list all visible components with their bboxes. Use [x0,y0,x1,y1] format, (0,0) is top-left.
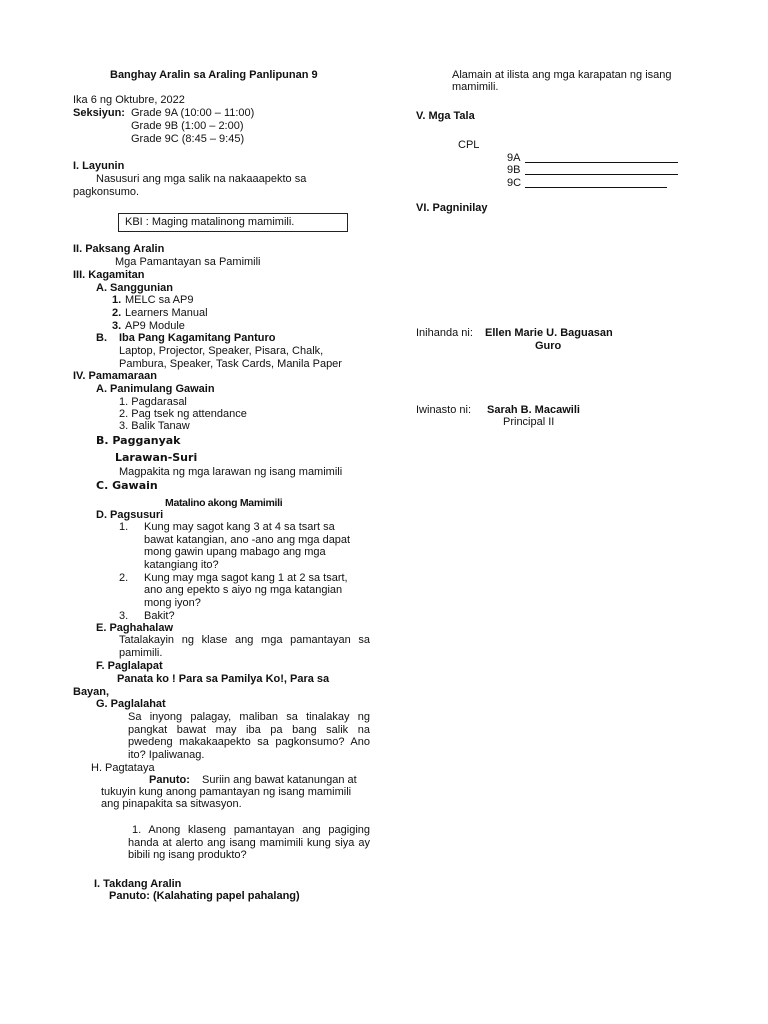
tala-row-9b-label: 9B [507,164,521,176]
panuto-label: Panuto: [149,774,190,786]
paghahalaw-heading: E. Paghahalaw [96,622,174,634]
layunin-text-line2: pagkonsumo. [73,186,140,198]
seksiyun-label: Seksiyun: [73,107,125,119]
layunin-text-line1: Nasusuri ang mga salik na nakaaapekto sa [96,173,307,185]
pagtataya-heading: H. Pagtataya [91,762,155,774]
panuto-line1: Suriin ang bawat katanungan at [202,774,357,786]
panimula-heading: A. Panimulang Gawain [96,383,215,395]
pagganyak-sub: Larawan-Suri [115,451,198,464]
pagtataya-question: 1. Anong klaseng pamantayan ang pagiging handa at alerto ang isang mamimili kung siya ay bibili ng isang produkto? [128,824,370,862]
pagsusuri-num-3: 3. [119,610,129,622]
iwinasto-label: Iwinasto ni: [416,404,472,416]
tala-row-9a-line [525,162,678,163]
kagamitan-heading: III. Kagamitan [73,269,145,281]
iba-line2: Pambura, Speaker, Task Cards, Manila Paper [119,358,342,370]
sanggunian-num-2: 2. [112,307,122,319]
iba-line1: Laptop, Projector, Speaker, Pisara, Chalk, [119,345,324,357]
paglalapat-line1: Panata ko ! Para sa Pamilya Ko!, Para sa [117,673,330,685]
gawain-heading: C. Gawain [96,479,158,492]
sanggunian-num-1: 1. [112,294,122,306]
takdang-aralin-panuto: Panuto: (Kalahating papel pahalang) [109,890,300,902]
iwinasto-role: Principal II [503,416,555,428]
paksang-aralin-text: Mga Pamantayan sa Pamimili [115,256,261,268]
panuto-line3: ang pinapakita sa sitwasyon. [101,798,242,810]
gawain-title: Matalino akong Mamimili [165,497,283,509]
pagsusuri-q2-line2: ano ang epekto s aiyo ng mga katangian [144,584,343,596]
pagganyak-heading: B. Pagganyak [96,434,181,447]
pagninilay-heading: VI. Pagninilay [416,202,488,214]
tala-row-9c-line [525,187,667,188]
cpl-label: CPL [458,139,480,151]
inihanda-label: Inihanda ni: [416,327,473,339]
iba-heading: Iba Pang Kagamitang Panturo [119,332,276,344]
panimula-item-3: 3. Balik Tanaw [119,420,190,432]
pagsusuri-q2-line1: Kung may mga sagot kang 1 at 2 sa tsart, [144,572,348,584]
kbi-text: KBI : Maging matalinong mamimili. [125,216,295,228]
pagsusuri-q2-line3: mong iyon? [144,597,201,609]
paksang-aralin-heading: II. Paksang Aralin [73,243,165,255]
paglalahat-heading: G. Paglalahat [96,698,166,710]
pagsusuri-num-2: 2. [119,572,129,584]
tala-row-9b-line [525,174,678,175]
pagsusuri-q1-line2: bawat katangian, ano -ano ang mga dapat [144,534,351,546]
inihanda-name: Ellen Marie U. Baguasan [485,327,613,339]
sanggunian-item-1: MELC sa AP9 [125,294,194,306]
paglalapat-line2: Bayan, [73,686,110,698]
pagsusuri-q1-line4: katangiang ito? [144,559,219,571]
sanggunian-num-3: 3. [112,320,122,332]
tala-row-9a-label: 9A [507,152,521,164]
pagsusuri-q1-line3: mong gawin upang mabago ang mga [144,546,326,558]
panimula-item-2: 2. Pag tsek ng attendance [119,408,247,420]
sanggunian-item-3: AP9 Module [125,320,185,332]
takdang-aralin-text-line1: Alamain at ilista ang mga karapatan ng isang [452,69,672,81]
pagsusuri-q1-line1: Kung may sagot kang 3 at 4 sa tsart sa [144,521,335,533]
takdang-aralin-heading: I. Takdang Aralin [94,878,182,890]
pagganyak-text: Magpakita ng mga larawan ng isang mamimili [119,466,343,478]
sanggunian-item-2: Learners Manual [125,307,208,319]
pagsusuri-num-1: 1. [119,521,129,533]
pagtataya-heading-letter [91,762,155,775]
panuto-line2: tukuyin kung anong pamantayan ng isang mamimili [101,786,352,798]
date: Ika 6 ng Oktubre, 2022 [73,94,185,106]
pagsusuri-q3: Bakit? [144,610,175,622]
layunin-heading: I. Layunin [73,160,125,172]
tala-row-9c-label: 9C [507,177,522,189]
pamamaraan-heading: IV. Pamamaraan [73,370,157,382]
inihanda-role: Guro [535,340,562,352]
mga-tala-heading: V. Mga Tala [416,110,475,122]
kbi-box [118,213,348,232]
sanggunian-heading: A. Sanggunian [96,282,173,294]
iba-letter: B. [96,332,107,344]
section-9a: Grade 9A (10:00 – 11:00) [131,107,255,119]
iwinasto-name: Sarah B. Macawili [487,404,580,416]
section-9c: Grade 9C (8:45 – 9:45) [131,133,245,145]
takdang-aralin-text-line2: mamimili. [452,81,499,93]
paghahalaw-text: Tatalakayin ng klase ang mga pamantayan sa pamimili. [119,634,370,659]
panimula-item-1: 1. Pagdarasal [119,396,187,408]
paglalapat-heading: F. Paglalapat [96,660,163,672]
paglalahat-text: Sa inyong palagay, maliban sa tinalakay ng pangkat bawat may iba pa bang salik na pwedeng makakaapekto sa pagkonsumo? Ano ito? Ipaliwanag. [128,711,370,761]
pagsusuri-heading: D. Pagsusuri [96,509,164,521]
document-title: Banghay Aralin sa Araling Panlipunan 9 [110,69,318,81]
section-9b: Grade 9B (1:00 – 2:00) [131,120,244,132]
